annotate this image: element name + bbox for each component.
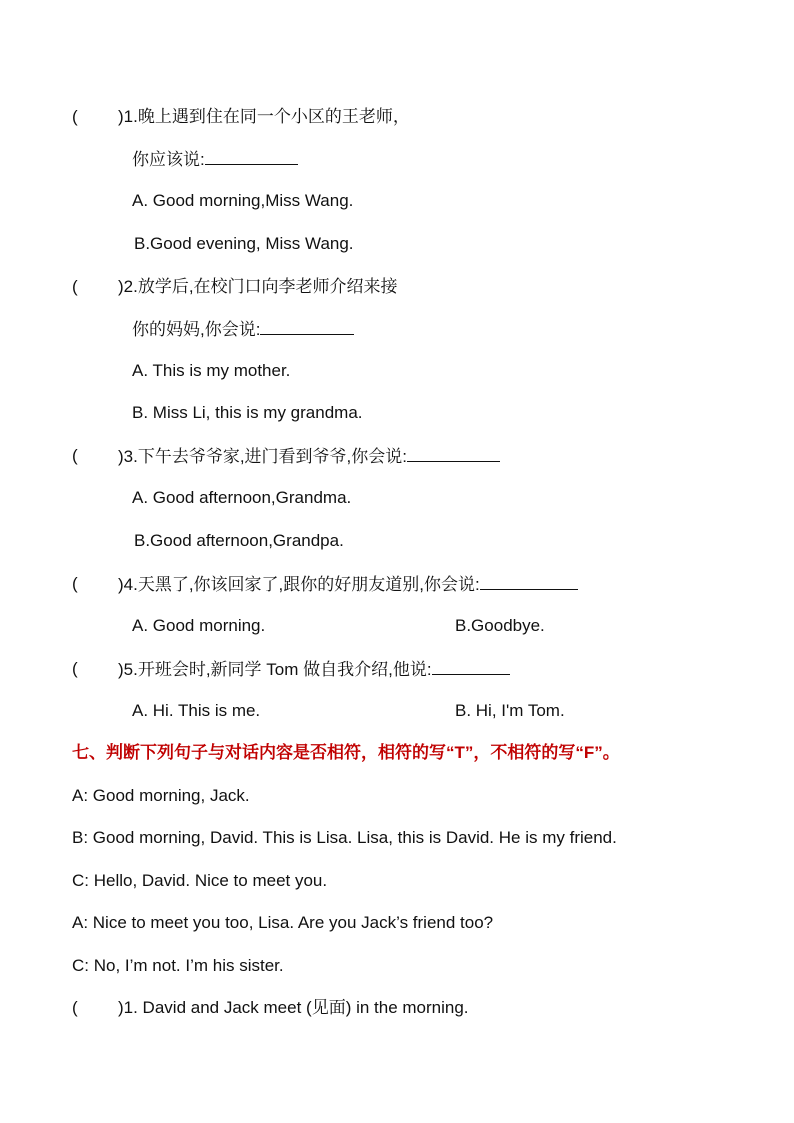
section-heading: 七、判断下列句子与对话内容是否相符，相符的写“T”，不相符的写“F”。 <box>72 743 620 762</box>
question-1-stem <box>118 106 410 128</box>
question-4-option-b: B.Goodbye. <box>455 616 545 635</box>
question-3-option-a: A. Good afternoon,Grandma. <box>132 488 352 507</box>
question-5-stem <box>118 658 510 681</box>
question-2-stem2-text: 你的妈妈,你会说: <box>132 320 261 339</box>
question-3-stem-text: )3.下午去爷爷家,进门看到爷爷,你会说: <box>118 447 408 466</box>
answer-blank[interactable] <box>205 148 298 165</box>
question-1-stem2-text: 你应该说: <box>132 150 205 169</box>
dialogue-line: C: No, I’m not. I’m his sister. <box>72 956 284 975</box>
question-1-stem2 <box>132 148 298 171</box>
question-2-option-a: A. This is my mother. <box>132 361 291 380</box>
question-3-option-b: B.Good afternoon,Grandpa. <box>134 531 344 550</box>
question-5-option-b: B. Hi, I'm Tom. <box>455 701 565 720</box>
question-2-stem: )2.放学后,在校门口向李老师介绍来接 <box>118 277 398 296</box>
dialogue-line: A: Nice to meet you too, Lisa. Are you Jack’s friend too? <box>72 913 494 932</box>
question-5-option-a: A. Hi. This is me. <box>132 701 261 720</box>
dialogue-line: C: Hello, David. Nice to meet you. <box>72 871 328 890</box>
question-1-stem-text: )1.晚上遇到住在同一个小区的王老师， <box>118 107 410 126</box>
answer-blank[interactable] <box>260 318 354 335</box>
answer-blank[interactable] <box>407 445 500 462</box>
question-1-option-b: B.Good evening, Miss Wang. <box>134 234 354 253</box>
dialogue-line: A: Good morning, Jack. <box>72 786 250 805</box>
dialogue-line: B: Good morning, David. This is Lisa. Lisa, this is David. He is my friend. <box>72 828 617 847</box>
answer-paren: ( <box>72 107 78 126</box>
answer-paren: ( <box>72 277 78 296</box>
answer-paren: ( <box>72 659 78 678</box>
question-5-stem-text: )5.开班会时,新同学 Tom 做自我介绍,他说: <box>118 660 432 679</box>
answer-blank[interactable] <box>480 573 578 590</box>
answer-blank[interactable] <box>432 658 510 675</box>
question-3-stem <box>118 445 500 468</box>
question-2-stem2 <box>132 318 354 341</box>
question-2-option-b: B. Miss Li, this is my grandma. <box>132 403 363 422</box>
question-1-option-a: A. Good morning,Miss Wang. <box>132 191 354 210</box>
answer-paren: ( <box>72 446 78 465</box>
answer-paren: ( <box>72 574 78 593</box>
question-4-stem <box>118 573 578 596</box>
answer-paren: ( <box>72 998 78 1017</box>
judge-item-1: )1. David and Jack meet (见面) in the morning. <box>118 998 469 1017</box>
question-4-stem-text: )4.天黑了,你该回家了,跟你的好朋友道别,你会说: <box>118 575 480 594</box>
question-4-option-a: A. Good morning. <box>132 616 266 635</box>
